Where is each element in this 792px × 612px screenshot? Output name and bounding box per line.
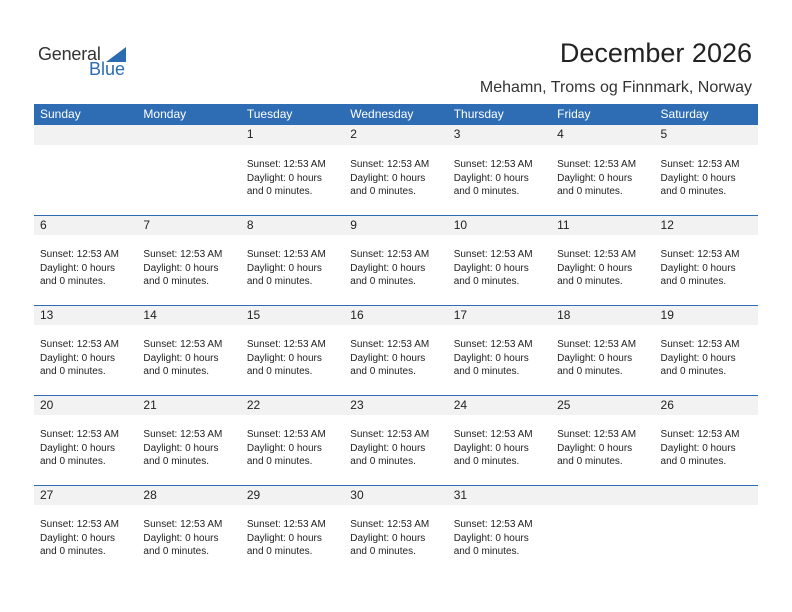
day-number-row: [34, 395, 758, 415]
sunset-time: Sunset: 12:53 AM: [453, 429, 533, 440]
daylight-hours: Daylight: 0 hours: [246, 352, 322, 364]
daylight-minutes: and 0 minutes.: [350, 366, 416, 377]
daylight-hours: Daylight: 0 hours: [40, 442, 116, 454]
daylight-minutes: and 0 minutes.: [246, 366, 313, 377]
day-number: 24: [453, 398, 468, 412]
brand-general-text: General: [38, 44, 101, 64]
sunset-time: Sunset: 12:53 AM: [557, 429, 637, 440]
day-cell: [241, 415, 344, 485]
brand-logo: [38, 42, 138, 82]
day-cell: [551, 235, 654, 305]
day-cell: [551, 505, 654, 575]
day-number-row: [34, 485, 758, 505]
day-cell: [448, 415, 551, 485]
daylight-hours: Daylight: 0 hours: [40, 262, 116, 274]
daylight-minutes: and 0 minutes.: [143, 366, 210, 377]
daylight-hours: Daylight: 0 hours: [246, 442, 322, 454]
sunset-time: Sunset: 12:53 AM: [350, 339, 430, 350]
daylight-hours: Daylight: 0 hours: [453, 442, 529, 454]
daylight-minutes: and 0 minutes.: [660, 186, 727, 197]
daylight-hours: Daylight: 0 hours: [350, 262, 426, 274]
day-number: 6: [40, 218, 47, 232]
daylight-hours: Daylight: 0 hours: [246, 262, 322, 274]
day-cell: [344, 145, 447, 215]
day-cell: [137, 325, 240, 395]
sunset-time: Sunset: 12:53 AM: [557, 159, 637, 170]
daylight-hours: Daylight: 0 hours: [453, 262, 529, 274]
day-number: 8: [246, 218, 254, 232]
daylight-hours: Daylight: 0 hours: [40, 532, 116, 544]
daylight-hours: Daylight: 0 hours: [40, 352, 116, 364]
daylight-minutes: and 0 minutes.: [143, 546, 210, 557]
day-cell: [551, 415, 654, 485]
day-number: 4: [557, 127, 564, 141]
daylight-minutes: and 0 minutes.: [350, 186, 416, 197]
daylight-hours: Daylight: 0 hours: [143, 532, 219, 544]
daylight-minutes: and 0 minutes.: [40, 456, 106, 467]
day-number: 13: [40, 308, 54, 322]
day-cell: [137, 505, 240, 575]
brand-blue-text: Blue: [89, 59, 126, 79]
day-cell: [344, 415, 447, 485]
daylight-hours: Daylight: 0 hours: [453, 172, 529, 184]
sunset-time: Sunset: 12:53 AM: [40, 519, 119, 530]
day-number: 23: [350, 398, 364, 412]
weekday-header: [34, 104, 758, 125]
day-info-row: [34, 145, 758, 215]
day-cell: [34, 415, 137, 485]
daylight-minutes: and 0 minutes.: [350, 456, 416, 467]
day-number: 1: [246, 127, 254, 141]
day-number: 30: [350, 488, 364, 502]
daylight-minutes: and 0 minutes.: [40, 276, 106, 287]
daylight-minutes: and 0 minutes.: [246, 276, 313, 287]
daylight-hours: Daylight: 0 hours: [557, 262, 633, 274]
sunset-time: Sunset: 12:53 AM: [453, 159, 533, 170]
daylight-hours: Daylight: 0 hours: [143, 352, 219, 364]
daylight-hours: Daylight: 0 hours: [557, 352, 633, 364]
day-number: [655, 486, 758, 505]
daylight-hours: Daylight: 0 hours: [660, 352, 736, 364]
day-cell: [241, 145, 344, 215]
sunset-time: Sunset: 12:53 AM: [350, 429, 430, 440]
day-number: 17: [453, 308, 468, 322]
day-number: 3: [453, 127, 461, 141]
daylight-minutes: and 0 minutes.: [350, 546, 416, 557]
page-title: December 2026: [559, 38, 752, 68]
week-row: [34, 485, 758, 575]
daylight-minutes: and 0 minutes.: [453, 546, 520, 557]
day-cell: [655, 505, 758, 575]
sunset-time: Sunset: 12:53 AM: [453, 519, 533, 530]
daylight-minutes: and 0 minutes.: [557, 186, 623, 197]
daylight-hours: Daylight: 0 hours: [350, 352, 426, 364]
weekday-thursday: Thursday: [453, 107, 504, 121]
sunset-time: Sunset: 12:53 AM: [246, 339, 326, 350]
daylight-minutes: and 0 minutes.: [660, 366, 727, 377]
daylight-minutes: and 0 minutes.: [143, 276, 210, 287]
day-number: 9: [350, 218, 357, 232]
day-number: 28: [143, 488, 157, 502]
day-number: 15: [246, 308, 261, 322]
sunset-time: Sunset: 12:53 AM: [453, 249, 533, 260]
sunset-time: Sunset: 12:53 AM: [143, 429, 223, 440]
daylight-minutes: and 0 minutes.: [557, 366, 623, 377]
day-cell: [34, 505, 137, 575]
daylight-hours: Daylight: 0 hours: [557, 442, 633, 454]
day-number: 31: [453, 488, 468, 502]
day-number: 2: [350, 127, 357, 141]
daylight-minutes: and 0 minutes.: [557, 456, 623, 467]
day-number: [34, 125, 137, 145]
daylight-hours: Daylight: 0 hours: [660, 442, 736, 454]
sunset-time: Sunset: 12:53 AM: [143, 519, 223, 530]
daylight-minutes: and 0 minutes.: [246, 546, 313, 557]
day-cell: [551, 145, 654, 215]
daylight-hours: Daylight: 0 hours: [453, 532, 529, 544]
day-cell: [137, 235, 240, 305]
sunset-time: Sunset: 12:53 AM: [246, 519, 326, 530]
daylight-minutes: and 0 minutes.: [350, 276, 416, 287]
daylight-hours: Daylight: 0 hours: [350, 532, 426, 544]
day-number: [137, 125, 240, 145]
daylight-minutes: and 0 minutes.: [143, 456, 210, 467]
sunset-time: Sunset: 12:53 AM: [557, 339, 637, 350]
day-number: 11: [557, 218, 570, 232]
daylight-hours: Daylight: 0 hours: [660, 262, 736, 274]
daylight-hours: Daylight: 0 hours: [246, 172, 322, 184]
daylight-hours: Daylight: 0 hours: [557, 172, 633, 184]
day-number: 12: [660, 218, 674, 232]
sunset-time: Sunset: 12:53 AM: [660, 249, 740, 260]
daylight-minutes: and 0 minutes.: [40, 366, 106, 377]
sunset-time: Sunset: 12:53 AM: [40, 249, 119, 260]
day-cell: [655, 235, 758, 305]
daylight-minutes: and 0 minutes.: [660, 456, 727, 467]
daylight-minutes: and 0 minutes.: [40, 546, 106, 557]
day-number: 25: [557, 398, 571, 412]
day-number: 7: [143, 218, 151, 232]
daylight-minutes: and 0 minutes.: [453, 366, 520, 377]
day-cell: [551, 325, 654, 395]
sunset-time: Sunset: 12:53 AM: [660, 429, 740, 440]
day-cell: [34, 325, 137, 395]
day-cell: [448, 145, 551, 215]
day-info-row: [34, 235, 758, 305]
sunset-time: Sunset: 12:53 AM: [660, 339, 740, 350]
sunset-time: Sunset: 12:53 AM: [143, 249, 223, 260]
day-cell: [241, 325, 344, 395]
day-cell: [34, 235, 137, 305]
daylight-hours: Daylight: 0 hours: [143, 262, 219, 274]
day-cell: [448, 235, 551, 305]
day-cell: [137, 415, 240, 485]
weekday-sunday: Sunday: [40, 107, 81, 121]
day-cell: [344, 505, 447, 575]
day-cell: [448, 505, 551, 575]
day-cell: [241, 235, 344, 305]
day-number: 16: [350, 308, 364, 322]
weekday-wednesday: Wednesday: [350, 107, 414, 121]
day-number: 5: [660, 127, 668, 141]
day-number: 18: [557, 308, 571, 322]
daylight-minutes: and 0 minutes.: [453, 186, 520, 197]
week-row: [34, 305, 758, 395]
sunset-time: Sunset: 12:53 AM: [143, 339, 223, 350]
sunset-time: Sunset: 12:53 AM: [453, 339, 533, 350]
day-number: 29: [246, 488, 261, 502]
sunset-time: Sunset: 12:53 AM: [246, 429, 326, 440]
day-number: 27: [40, 488, 54, 502]
daylight-minutes: and 0 minutes.: [453, 456, 520, 467]
day-number: 14: [143, 308, 157, 322]
week-row: [34, 395, 758, 485]
daylight-minutes: and 0 minutes.: [246, 456, 313, 467]
daylight-hours: Daylight: 0 hours: [453, 352, 529, 364]
day-number-row: [34, 305, 758, 325]
day-info-row: [34, 505, 758, 575]
day-cell: [34, 145, 137, 215]
day-number-row: [34, 125, 758, 145]
daylight-minutes: and 0 minutes.: [453, 276, 520, 287]
week-row: [34, 215, 758, 305]
location-subtitle: Mehamn, Troms og Finnmark, Norway: [479, 79, 752, 96]
calendar-grid: [34, 104, 758, 575]
week-row: [34, 125, 758, 215]
day-number: 20: [40, 398, 54, 412]
sunset-time: Sunset: 12:53 AM: [350, 159, 430, 170]
day-cell: [655, 325, 758, 395]
day-cell: [344, 325, 447, 395]
day-cell: [655, 145, 758, 215]
daylight-hours: Daylight: 0 hours: [350, 172, 426, 184]
daylight-hours: Daylight: 0 hours: [246, 532, 322, 544]
sunset-time: Sunset: 12:53 AM: [40, 429, 119, 440]
sunset-time: Sunset: 12:53 AM: [350, 519, 430, 530]
sunset-time: Sunset: 12:53 AM: [246, 249, 326, 260]
daylight-hours: Daylight: 0 hours: [660, 172, 736, 184]
daylight-minutes: and 0 minutes.: [557, 276, 623, 287]
daylight-hours: Daylight: 0 hours: [143, 442, 219, 454]
day-number: 22: [246, 398, 261, 412]
day-info-row: [34, 325, 758, 395]
day-number: 10: [453, 218, 468, 232]
day-cell: [344, 235, 447, 305]
weekday-monday: Monday: [143, 107, 187, 121]
sunset-time: Sunset: 12:53 AM: [557, 249, 637, 260]
weeks-container: [34, 125, 758, 575]
weekday-tuesday: Tuesday: [246, 107, 293, 121]
day-number: [551, 486, 654, 505]
day-number: 26: [660, 398, 674, 412]
day-cell: [241, 505, 344, 575]
day-cell: [137, 145, 240, 215]
day-number: 19: [660, 308, 674, 322]
sunset-time: Sunset: 12:53 AM: [246, 159, 326, 170]
sunset-time: Sunset: 12:53 AM: [660, 159, 740, 170]
day-cell: [448, 325, 551, 395]
day-number-row: [34, 215, 758, 235]
weekday-saturday: Saturday: [660, 107, 709, 121]
weekday-friday: Friday: [557, 107, 591, 121]
daylight-minutes: and 0 minutes.: [246, 186, 313, 197]
sunset-time: Sunset: 12:53 AM: [350, 249, 430, 260]
daylight-hours: Daylight: 0 hours: [350, 442, 426, 454]
daylight-minutes: and 0 minutes.: [660, 276, 727, 287]
day-info-row: [34, 415, 758, 485]
day-cell: [655, 415, 758, 485]
day-number: 21: [143, 398, 157, 412]
sunset-time: Sunset: 12:53 AM: [40, 339, 119, 350]
